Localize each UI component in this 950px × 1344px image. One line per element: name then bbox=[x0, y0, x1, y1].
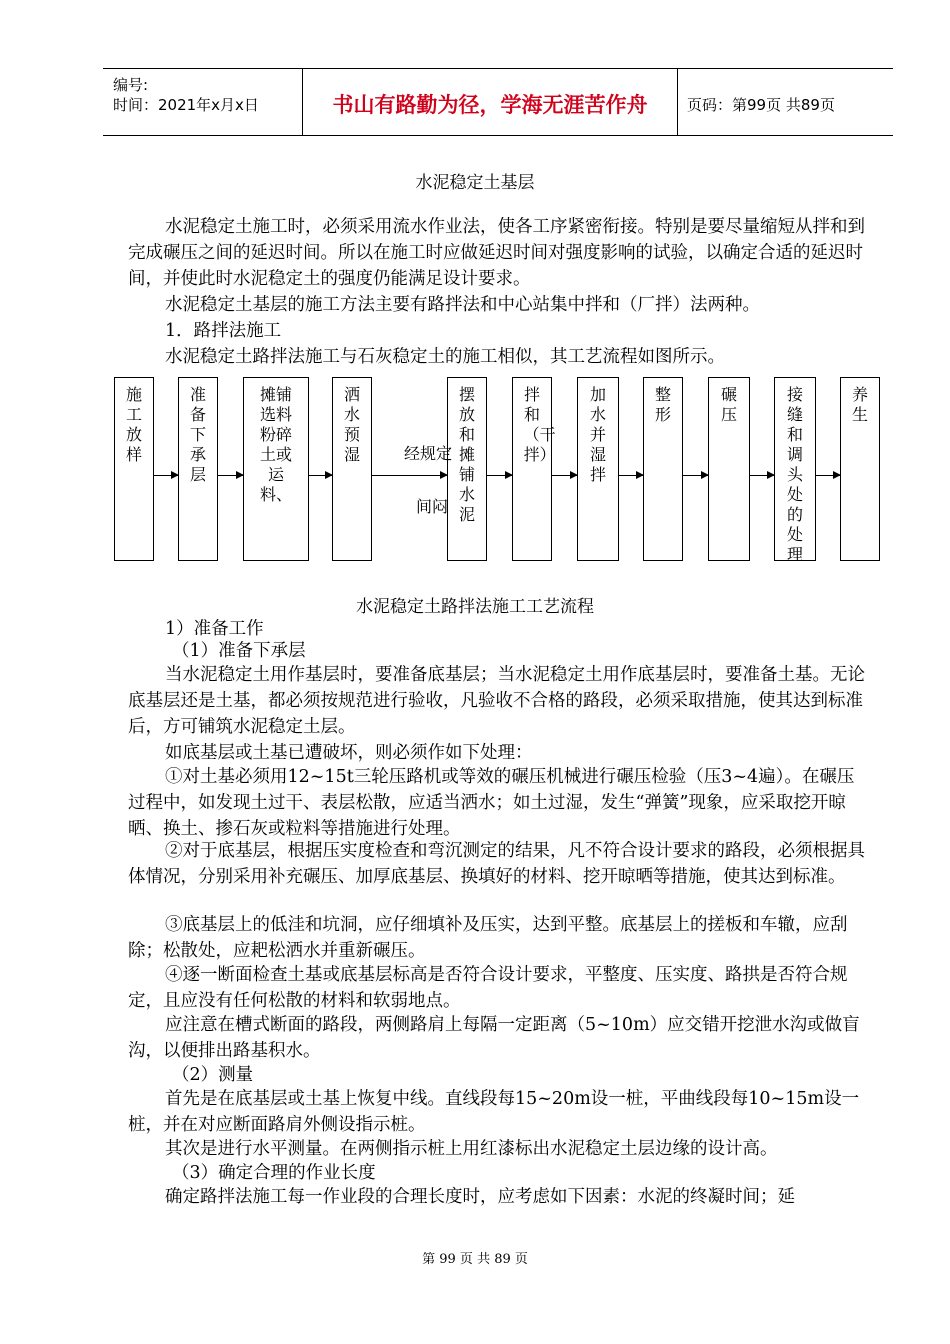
paragraph: 当水泥稳定土用作基层时，要准备底基层；当水泥稳定土用作底基层时，要准备土基。无论底基层还是土基，都必须按规范进行验收，凡验收不合格的路段，必须采取措施，使其达到标准后，方可铺筑水泥稳定土层。 bbox=[128, 665, 865, 737]
paragraph: ①对土基必须用12~15t三轮压路机或等效的碾压机械进行碾压检验（压3~4遍）。在碾压过程中，如发现土过干、表层松散，应适当洒水；如土过湿，发生“弹簧”现象，应采取挖开晾晒、换土、掺石灰或粒料等措施进行处理。 bbox=[128, 767, 855, 839]
flow-step: 养生 bbox=[840, 377, 880, 561]
flow-step: 整形 bbox=[643, 377, 683, 561]
section-heading: （2）测量 bbox=[172, 1065, 254, 1085]
flow-step: 洒水预湿 bbox=[332, 377, 372, 561]
paragraph: ③底基层上的低洼和坑洞，应仔细填补及压实，达到平整。底基层上的搓板和车辙，应刮除；松散处，应耙松洒水并重新碾压。 bbox=[128, 915, 848, 961]
date-label: 时间：2021年x月x日 bbox=[113, 96, 259, 114]
flow-arrow bbox=[619, 475, 643, 476]
paragraph: 确定路拌法施工每一作业段的合理长度时，应考虑如下因素：水泥的终凝时间；延 bbox=[165, 1187, 795, 1207]
paragraph: ④逐一断面检查土基或底基层标高是否符合设计要求，平整度、压实度、路拱是否符合规定，且应没有任何松散的材料和软弱地点。 bbox=[128, 965, 848, 1011]
section-heading: 1．路拌法施工 bbox=[165, 321, 282, 341]
flow-step: 拌和（干拌） bbox=[512, 377, 552, 561]
paragraph: 水泥稳定土施工时，必须采用流水作业法，使各工序紧密衔接。特别是要尽量缩短从拌和到完成碾压之间的延迟时间。所以在施工时应做延迟时间对强度影响的试验，以确定合适的延迟时间，并使此时水泥稳定土的强度仍能满足设计要求。 bbox=[128, 217, 865, 289]
flow-step: 摊铺选料粉碎土或运料、 bbox=[243, 377, 309, 561]
flow-step: 准备下承层 bbox=[178, 377, 218, 561]
paragraph: 水泥稳定土基层的施工方法主要有路拌法和中心站集中拌和（厂拌）法两种。 bbox=[165, 295, 760, 315]
paragraph: 如底基层或土基已遭破坏，则必须作如下处理： bbox=[165, 743, 533, 763]
section-heading: （3）确定合理的作业长度 bbox=[172, 1163, 376, 1183]
flowchart-caption: 水泥稳定土路拌法施工工艺流程 bbox=[356, 597, 594, 617]
paragraph: 应注意在槽式断面的路段，两侧路肩上每隔一定距离（5~10m）应交错开挖泄水沟或做盲沟，以便排出路基积水。 bbox=[128, 1015, 860, 1061]
header-divider bbox=[677, 69, 678, 135]
paragraph: 其次是进行水平测量。在两侧指示桩上用红漆标出水泥稳定土层边缘的设计高。 bbox=[165, 1139, 778, 1159]
flow-note: 间闷 bbox=[416, 497, 449, 516]
flow-step: 碾压 bbox=[708, 377, 750, 561]
paragraph: ②对于底基层，根据压实度检查和弯沉测定的结果，凡不符合设计要求的路段，必须根据具体情况，分别采用补充碾压、加厚底基层、换填好的材料、挖开晾晒等措施，使其达到标准。 bbox=[128, 841, 865, 887]
section-heading: 1）准备工作 bbox=[165, 619, 264, 639]
id-label: 编号: bbox=[113, 76, 149, 94]
flow-arrow bbox=[552, 475, 577, 476]
flow-note: 经规定 bbox=[404, 444, 453, 463]
flow-arrow bbox=[372, 475, 447, 476]
page-footer: 第 99 页 共 89 页 bbox=[422, 1252, 528, 1267]
flow-arrow bbox=[154, 475, 178, 476]
header-meta bbox=[113, 75, 259, 115]
paragraph: 首先是在底基层或土基上恢复中线。直线段每15~20m设一桩，平曲线段每10~15m设一桩，并在对应断面路肩外侧设指示桩。 bbox=[128, 1089, 860, 1135]
paragraph: 水泥稳定土路拌法施工与石灰稳定土的施工相似，其工艺流程如图所示。 bbox=[165, 347, 725, 367]
flow-arrow bbox=[683, 475, 708, 476]
flow-step: 加水并湿拌 bbox=[577, 377, 619, 561]
document-title: 水泥稳定土基层 bbox=[415, 173, 535, 193]
flow-arrow bbox=[750, 475, 774, 476]
flow-step: 施工放样 bbox=[114, 377, 154, 561]
flow-arrow bbox=[816, 475, 840, 476]
flow-arrow bbox=[309, 475, 332, 476]
section-heading: （1）准备下承层 bbox=[172, 641, 306, 661]
header-motto: 书山有路勤为径，学海无涯苦作舟 bbox=[332, 93, 648, 117]
page-info: 页码：第99页 共89页 bbox=[687, 96, 835, 114]
flow-step: 摆放和摊铺水泥 bbox=[447, 377, 487, 561]
page-header bbox=[103, 68, 893, 136]
flow-step: 接缝和调头处的处理 bbox=[774, 377, 816, 561]
flow-arrow bbox=[487, 475, 512, 476]
flow-arrow bbox=[218, 475, 243, 476]
